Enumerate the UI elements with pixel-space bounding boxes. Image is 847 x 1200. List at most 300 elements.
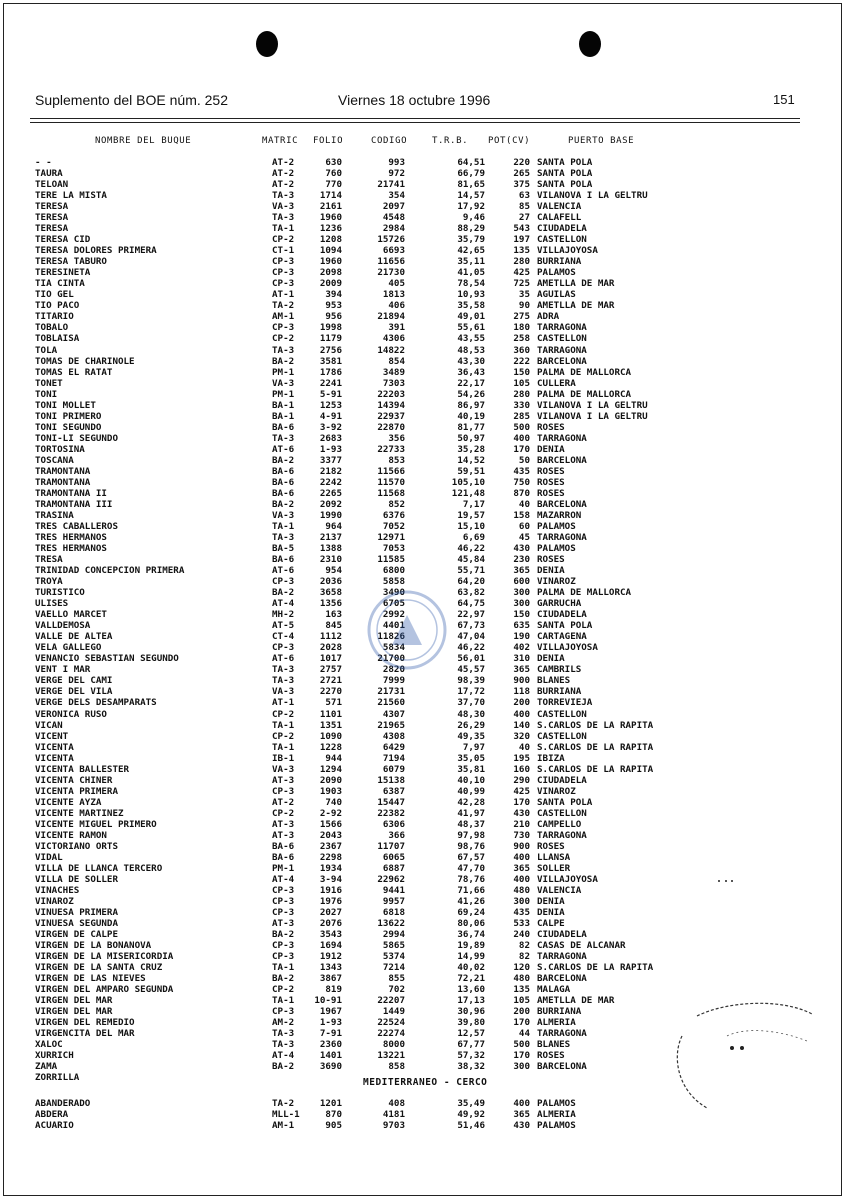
potencia: 60 (518, 520, 530, 532)
codigo: 1813 (382, 289, 405, 301)
codigo: 6818 (382, 907, 405, 919)
trb: 48,30 (457, 708, 485, 720)
puerto-base: CASAS DE ALCANAR (537, 940, 626, 952)
trb: 37,70 (457, 697, 485, 709)
potencia: 82 (518, 940, 530, 952)
potencia: 170 (513, 1017, 530, 1029)
table-row (0, 918, 847, 929)
matricula: BA-1 (272, 410, 295, 422)
puerto-base: TARRAGONA (537, 532, 587, 544)
vessel-name: TRASINA (35, 509, 74, 521)
puerto-base: TARRAGONA (537, 322, 587, 334)
folio: 2721 (319, 675, 342, 687)
puerto-base: ALMERIA (537, 1017, 576, 1029)
vessel-name: ZORRILLA (35, 1072, 80, 1084)
vessel-name: TRINIDAD CONCEPCION PRIMERA (35, 565, 185, 577)
table-row (0, 311, 847, 322)
table-row (0, 841, 847, 852)
puerto-base: CASTELLON (537, 708, 587, 720)
vessel-name: TRES CABALLEROS (35, 520, 118, 532)
folio: 163 (325, 609, 342, 621)
matricula: BA-6 (272, 487, 295, 499)
trb: 49,01 (457, 311, 485, 323)
codigo: 8000 (382, 1039, 405, 1051)
speck (718, 880, 720, 882)
puerto-base: ROSES (537, 554, 565, 566)
codigo: 22203 (377, 388, 405, 400)
matricula: TA-3 (272, 190, 295, 202)
trb: 12,57 (457, 1028, 485, 1040)
trb: 42,65 (457, 245, 485, 257)
potencia: 50 (518, 454, 530, 466)
table-row (0, 753, 847, 764)
trb: 14,99 (457, 951, 485, 963)
folio: 1990 (319, 509, 342, 521)
trb: 48,37 (457, 818, 485, 830)
potencia: 120 (513, 962, 530, 974)
vessel-name: VINAROZ (35, 896, 74, 907)
puerto-base: DENIA (537, 565, 565, 577)
potencia: 230 (513, 554, 530, 566)
potencia: 430 (513, 1120, 530, 1131)
matricula: CP-3 (272, 940, 295, 952)
trb: 17,72 (457, 686, 485, 698)
puerto-base: SANTA POLA (537, 157, 593, 168)
matricula: TA-1 (272, 995, 295, 1007)
vessel-name: VICAN (35, 719, 63, 731)
trb: 43,30 (457, 355, 485, 367)
codigo: 3489 (382, 366, 405, 378)
folio: 1903 (319, 785, 342, 797)
puerto-base: BLANES (537, 1039, 571, 1051)
puerto-base: AMETLLA DE MAR (537, 278, 615, 290)
codigo: 6887 (382, 862, 405, 874)
potencia: 275 (513, 311, 530, 323)
folio: 1998 (319, 322, 342, 334)
folio: 870 (325, 1109, 342, 1120)
matricula: CP-3 (272, 642, 295, 654)
codigo: 7052 (382, 520, 405, 532)
puerto-base: PALAMOS (537, 1098, 576, 1109)
trb: 35,05 (457, 752, 485, 764)
vessel-name: VERONICA RUSO (35, 708, 107, 720)
trb: 49,92 (457, 1109, 485, 1120)
puerto-base: CASTELLON (537, 730, 587, 742)
trb: 30,96 (457, 1006, 485, 1018)
trb: 64,20 (457, 576, 485, 588)
column-header-name: NOMBRE DEL BUQUE (95, 136, 192, 146)
potencia: 900 (513, 840, 530, 852)
folio: 3377 (319, 454, 342, 466)
matricula: AT-4 (272, 598, 295, 610)
trb: 88,29 (457, 223, 485, 235)
trb: 7,97 (462, 741, 485, 753)
codigo: 993 (388, 157, 405, 168)
vessel-name: TOSCANA (35, 454, 74, 466)
trb: 98,39 (457, 675, 485, 687)
folio: 2036 (319, 576, 342, 588)
folio: 630 (325, 157, 342, 168)
puerto-base: ROSES (537, 487, 565, 499)
folio: 7-91 (319, 1028, 342, 1040)
folio: 1017 (319, 653, 342, 665)
vessel-name: TURISTICO (35, 587, 85, 599)
vessel-name: TRAMONTANA II (35, 487, 107, 499)
codigo: 22207 (377, 995, 405, 1007)
trb: 47,70 (457, 862, 485, 874)
matricula: PM-1 (272, 862, 295, 874)
folio: 2076 (319, 918, 342, 930)
potencia: 543 (513, 223, 530, 235)
table-row (0, 345, 847, 356)
puerto-base: VINAROZ (537, 785, 576, 797)
vessel-name: TRES HERMANOS (35, 532, 107, 544)
trb: 67,77 (457, 1039, 485, 1051)
codigo: 11707 (377, 840, 405, 852)
codigo: 702 (388, 984, 405, 996)
matricula: AM-1 (272, 311, 295, 323)
trb: 67,73 (457, 620, 485, 632)
matricula: VA-3 (272, 377, 295, 389)
table-row (0, 499, 847, 510)
codigo: 6376 (382, 509, 405, 521)
matricula: TA-1 (272, 223, 295, 235)
matricula: AM-1 (272, 1120, 295, 1131)
matricula: TA-3 (272, 212, 295, 224)
trb: 35,79 (457, 234, 485, 246)
folio: 1566 (319, 818, 342, 830)
vessel-name: ULISES (35, 598, 69, 610)
trb: 57,32 (457, 1050, 485, 1062)
potencia: 63 (518, 190, 530, 202)
puerto-base: ROSES (537, 465, 565, 477)
codigo: 366 (388, 829, 405, 841)
matricula: TA-3 (272, 1028, 295, 1040)
puerto-base: ADRA (537, 311, 560, 323)
folio: 3-94 (319, 873, 342, 885)
codigo: 972 (388, 168, 405, 180)
matricula: BA-2 (272, 1061, 295, 1073)
folio: 3581 (319, 355, 342, 367)
vessel-name: VICENTA CHINER (35, 774, 113, 786)
folio: 740 (325, 796, 342, 808)
puerto-base: TARRAGONA (537, 432, 587, 444)
matricula: TA-3 (272, 432, 295, 444)
codigo: 22274 (377, 1028, 405, 1040)
table-row (0, 322, 847, 333)
table-row (0, 411, 847, 422)
trb: 66,79 (457, 168, 485, 180)
vessel-name: XALOC (35, 1039, 63, 1051)
puerto-base: VILANOVA I LA GELTRU (537, 190, 648, 202)
folio: 2265 (319, 487, 342, 499)
matricula: VA-3 (272, 686, 295, 698)
trb: 78,76 (457, 873, 485, 885)
table-row (0, 742, 847, 753)
codigo: 853 (388, 454, 405, 466)
puerto-base: DENIA (537, 653, 565, 665)
vessel-name: VIRGEN DEL MAR (35, 995, 113, 1007)
matricula: BA-6 (272, 554, 295, 566)
potencia: 725 (513, 278, 530, 290)
codigo: 11656 (377, 256, 405, 268)
table-row (0, 466, 847, 477)
matricula: CP-3 (272, 896, 295, 907)
codigo: 15726 (377, 234, 405, 246)
potencia: 44 (518, 1028, 530, 1040)
puerto-base: BLANES (537, 675, 571, 687)
puerto-base: AMETLLA DE MAR (537, 300, 615, 312)
vessel-name: TOMAS DE CHARINOLE (35, 355, 135, 367)
folio: 1934 (319, 862, 342, 874)
potencia: 310 (513, 653, 530, 665)
potencia: 210 (513, 818, 530, 830)
table-row (0, 764, 847, 775)
vessel-name: VICENTA (35, 741, 74, 753)
vessel-name: VINACHES (35, 884, 80, 896)
potencia: 320 (513, 730, 530, 742)
folio: 3867 (319, 973, 342, 985)
puerto-base: ALMERIA (537, 1109, 576, 1120)
matricula: AT-6 (272, 653, 295, 665)
puerto-base: CIUDADELA (537, 223, 587, 235)
vessel-name: VICENTE AYZA (35, 796, 102, 808)
puerto-base: ROSES (537, 421, 565, 433)
matricula: CP-3 (272, 322, 295, 334)
table-row (0, 289, 847, 300)
vessel-name: VENANCIO SEBASTIAN SEGUNDO (35, 653, 179, 665)
vessel-name: TOMAS EL RATAT (35, 366, 113, 378)
codigo: 855 (388, 973, 405, 985)
table-row (0, 775, 847, 786)
puerto-base: TORREVIEJA (537, 697, 593, 709)
trb: 36,74 (457, 929, 485, 941)
folio: 1228 (319, 741, 342, 753)
trb: 86,97 (457, 399, 485, 411)
table-row (0, 212, 847, 223)
folio: 964 (325, 520, 342, 532)
puerto-base: ROSES (537, 840, 565, 852)
matricula: AT-4 (272, 1050, 295, 1062)
vessel-name: VERGE DEL CAMI (35, 675, 113, 687)
vessel-name: VICTORIANO ORTS (35, 840, 118, 852)
trb: 13,60 (457, 984, 485, 996)
matricula: CP-3 (272, 267, 295, 279)
puerto-base: S.CARLOS DE LA RAPITA (537, 719, 654, 731)
matricula: CP-2 (272, 807, 295, 819)
codigo: 21965 (377, 719, 405, 731)
trb: 81,65 (457, 179, 485, 191)
folio: 1208 (319, 234, 342, 246)
potencia: 222 (513, 355, 530, 367)
matricula: AT-6 (272, 565, 295, 577)
vessel-name: VICENTA BALLESTER (35, 763, 130, 775)
potencia: 290 (513, 774, 530, 786)
table-row (0, 201, 847, 212)
folio: 2028 (319, 642, 342, 654)
potencia: 365 (513, 565, 530, 577)
potencia: 258 (513, 333, 530, 345)
puerto-base: DENIA (537, 896, 565, 907)
table-row (0, 356, 847, 367)
folio: 2367 (319, 840, 342, 852)
vessel-name: TERESA (35, 201, 69, 213)
puerto-base: AGUILAS (537, 289, 576, 301)
vessel-name: TONET (35, 377, 63, 389)
folio: 10-91 (314, 995, 342, 1007)
folio: 1786 (319, 366, 342, 378)
vessel-name: TROYA (35, 576, 63, 588)
table-row (0, 786, 847, 797)
trb: 7,17 (462, 498, 485, 510)
puerto-base: BARCELONA (537, 1061, 587, 1073)
potencia: 200 (513, 697, 530, 709)
table-row (0, 709, 847, 720)
vessel-name: TRES HERMANOS (35, 543, 107, 555)
potencia: 27 (518, 212, 530, 224)
trb: 35,28 (457, 443, 485, 455)
folio: 1112 (319, 631, 342, 643)
folio: 571 (325, 697, 342, 709)
codigo: 408 (388, 1098, 405, 1109)
potencia: 170 (513, 1050, 530, 1062)
table-row (0, 444, 847, 455)
folio: 394 (325, 289, 342, 301)
puerto-base: LLANSA (537, 851, 571, 863)
codigo: 356 (388, 432, 405, 444)
potencia: 195 (513, 752, 530, 764)
puerto-base: VINAROZ (537, 576, 576, 588)
matricula: TA-2 (272, 1098, 295, 1109)
folio: 819 (325, 984, 342, 996)
potencia: 140 (513, 719, 530, 731)
potencia: 40 (518, 741, 530, 753)
trb: 67,57 (457, 851, 485, 863)
puerto-base: VILANOVA I LA GELTRU (537, 399, 648, 411)
folio: 953 (325, 300, 342, 312)
matricula: BA-2 (272, 498, 295, 510)
puerto-base: CASTELLON (537, 333, 587, 345)
table-row (0, 554, 847, 565)
trb: 121,48 (451, 487, 485, 499)
puerto-base: DENIA (537, 907, 565, 919)
folio: 1294 (319, 763, 342, 775)
page-number: 151 (773, 92, 795, 107)
table-row (0, 808, 847, 819)
vessel-name: VERGE DEL VILA (35, 686, 113, 698)
matricula: VA-3 (272, 201, 295, 213)
codigo: 2820 (382, 664, 405, 676)
trb: 43,55 (457, 333, 485, 345)
matricula: AT-3 (272, 829, 295, 841)
potencia: 400 (513, 873, 530, 885)
folio: 2098 (319, 267, 342, 279)
table-row (0, 951, 847, 962)
trb: 97,98 (457, 829, 485, 841)
table-row (0, 300, 847, 311)
folio: 944 (325, 752, 342, 764)
folio: 1201 (319, 1098, 342, 1109)
table-row (0, 333, 847, 344)
folio: 845 (325, 620, 342, 632)
codigo: 21731 (377, 686, 405, 698)
codigo: 21700 (377, 653, 405, 665)
matricula: PM-1 (272, 388, 295, 400)
puerto-base: BURRIANA (537, 256, 582, 268)
table-row (0, 267, 847, 278)
folio: 1694 (319, 940, 342, 952)
folio: 1388 (319, 543, 342, 555)
codigo: 405 (388, 278, 405, 290)
potencia: 533 (513, 918, 530, 930)
trb: 40,02 (457, 962, 485, 974)
codigo: 2097 (382, 201, 405, 213)
puerto-base: PALAMOS (537, 543, 576, 555)
codigo: 9957 (382, 896, 405, 907)
matricula: TA-3 (272, 664, 295, 676)
vessel-name: VELA GALLEGO (35, 642, 102, 654)
codigo: 6065 (382, 851, 405, 863)
puerto-base: IBIZA (537, 752, 565, 764)
header-publication: Suplemento del BOE núm. 252 (35, 92, 229, 108)
vessel-name: VICENTE RAMON (35, 829, 107, 841)
matricula: CT-1 (272, 245, 295, 257)
matricula: BA-6 (272, 840, 295, 852)
potencia: 600 (513, 576, 530, 588)
header-rule-thin (30, 122, 800, 123)
matricula: BA-6 (272, 851, 295, 863)
potencia: 300 (513, 587, 530, 599)
vessel-name: ABDERA (35, 1109, 69, 1120)
potencia: 870 (513, 487, 530, 499)
puerto-base: BURRIANA (537, 686, 582, 698)
vessel-name: TERESA CID (35, 234, 91, 246)
codigo: 5858 (382, 576, 405, 588)
trb: 55,71 (457, 565, 485, 577)
trb: 45,84 (457, 554, 485, 566)
potencia: 300 (513, 896, 530, 907)
puerto-base: CASTELLON (537, 807, 587, 819)
table-row (0, 477, 847, 488)
codigo: 11568 (377, 487, 405, 499)
trb: 105,10 (451, 476, 485, 488)
puerto-base: MALAGA (537, 984, 571, 996)
trb: 35,81 (457, 763, 485, 775)
codigo: 22733 (377, 443, 405, 455)
vessel-name: VICENTE MARTINEZ (35, 807, 124, 819)
table-row (0, 168, 847, 179)
folio: 1253 (319, 399, 342, 411)
trb: 38,32 (457, 1061, 485, 1073)
trb: 40,10 (457, 774, 485, 786)
trb: 35,58 (457, 300, 485, 312)
vessel-name: TRAMONTANA III (35, 498, 113, 510)
trb: 19,89 (457, 940, 485, 952)
folio: 1960 (319, 212, 342, 224)
folio: 1967 (319, 1006, 342, 1018)
table-row (0, 234, 847, 245)
potencia: 158 (513, 509, 530, 521)
puerto-base: BARCELONA (537, 355, 587, 367)
folio: 2-92 (319, 807, 342, 819)
folio: 1-93 (319, 443, 342, 455)
puerto-base: CASTELLON (537, 234, 587, 246)
matricula: AT-1 (272, 697, 295, 709)
potencia: 82 (518, 951, 530, 963)
trb: 36,43 (457, 366, 485, 378)
matricula: CT-4 (272, 631, 295, 643)
vessel-name: TONI (35, 388, 58, 400)
